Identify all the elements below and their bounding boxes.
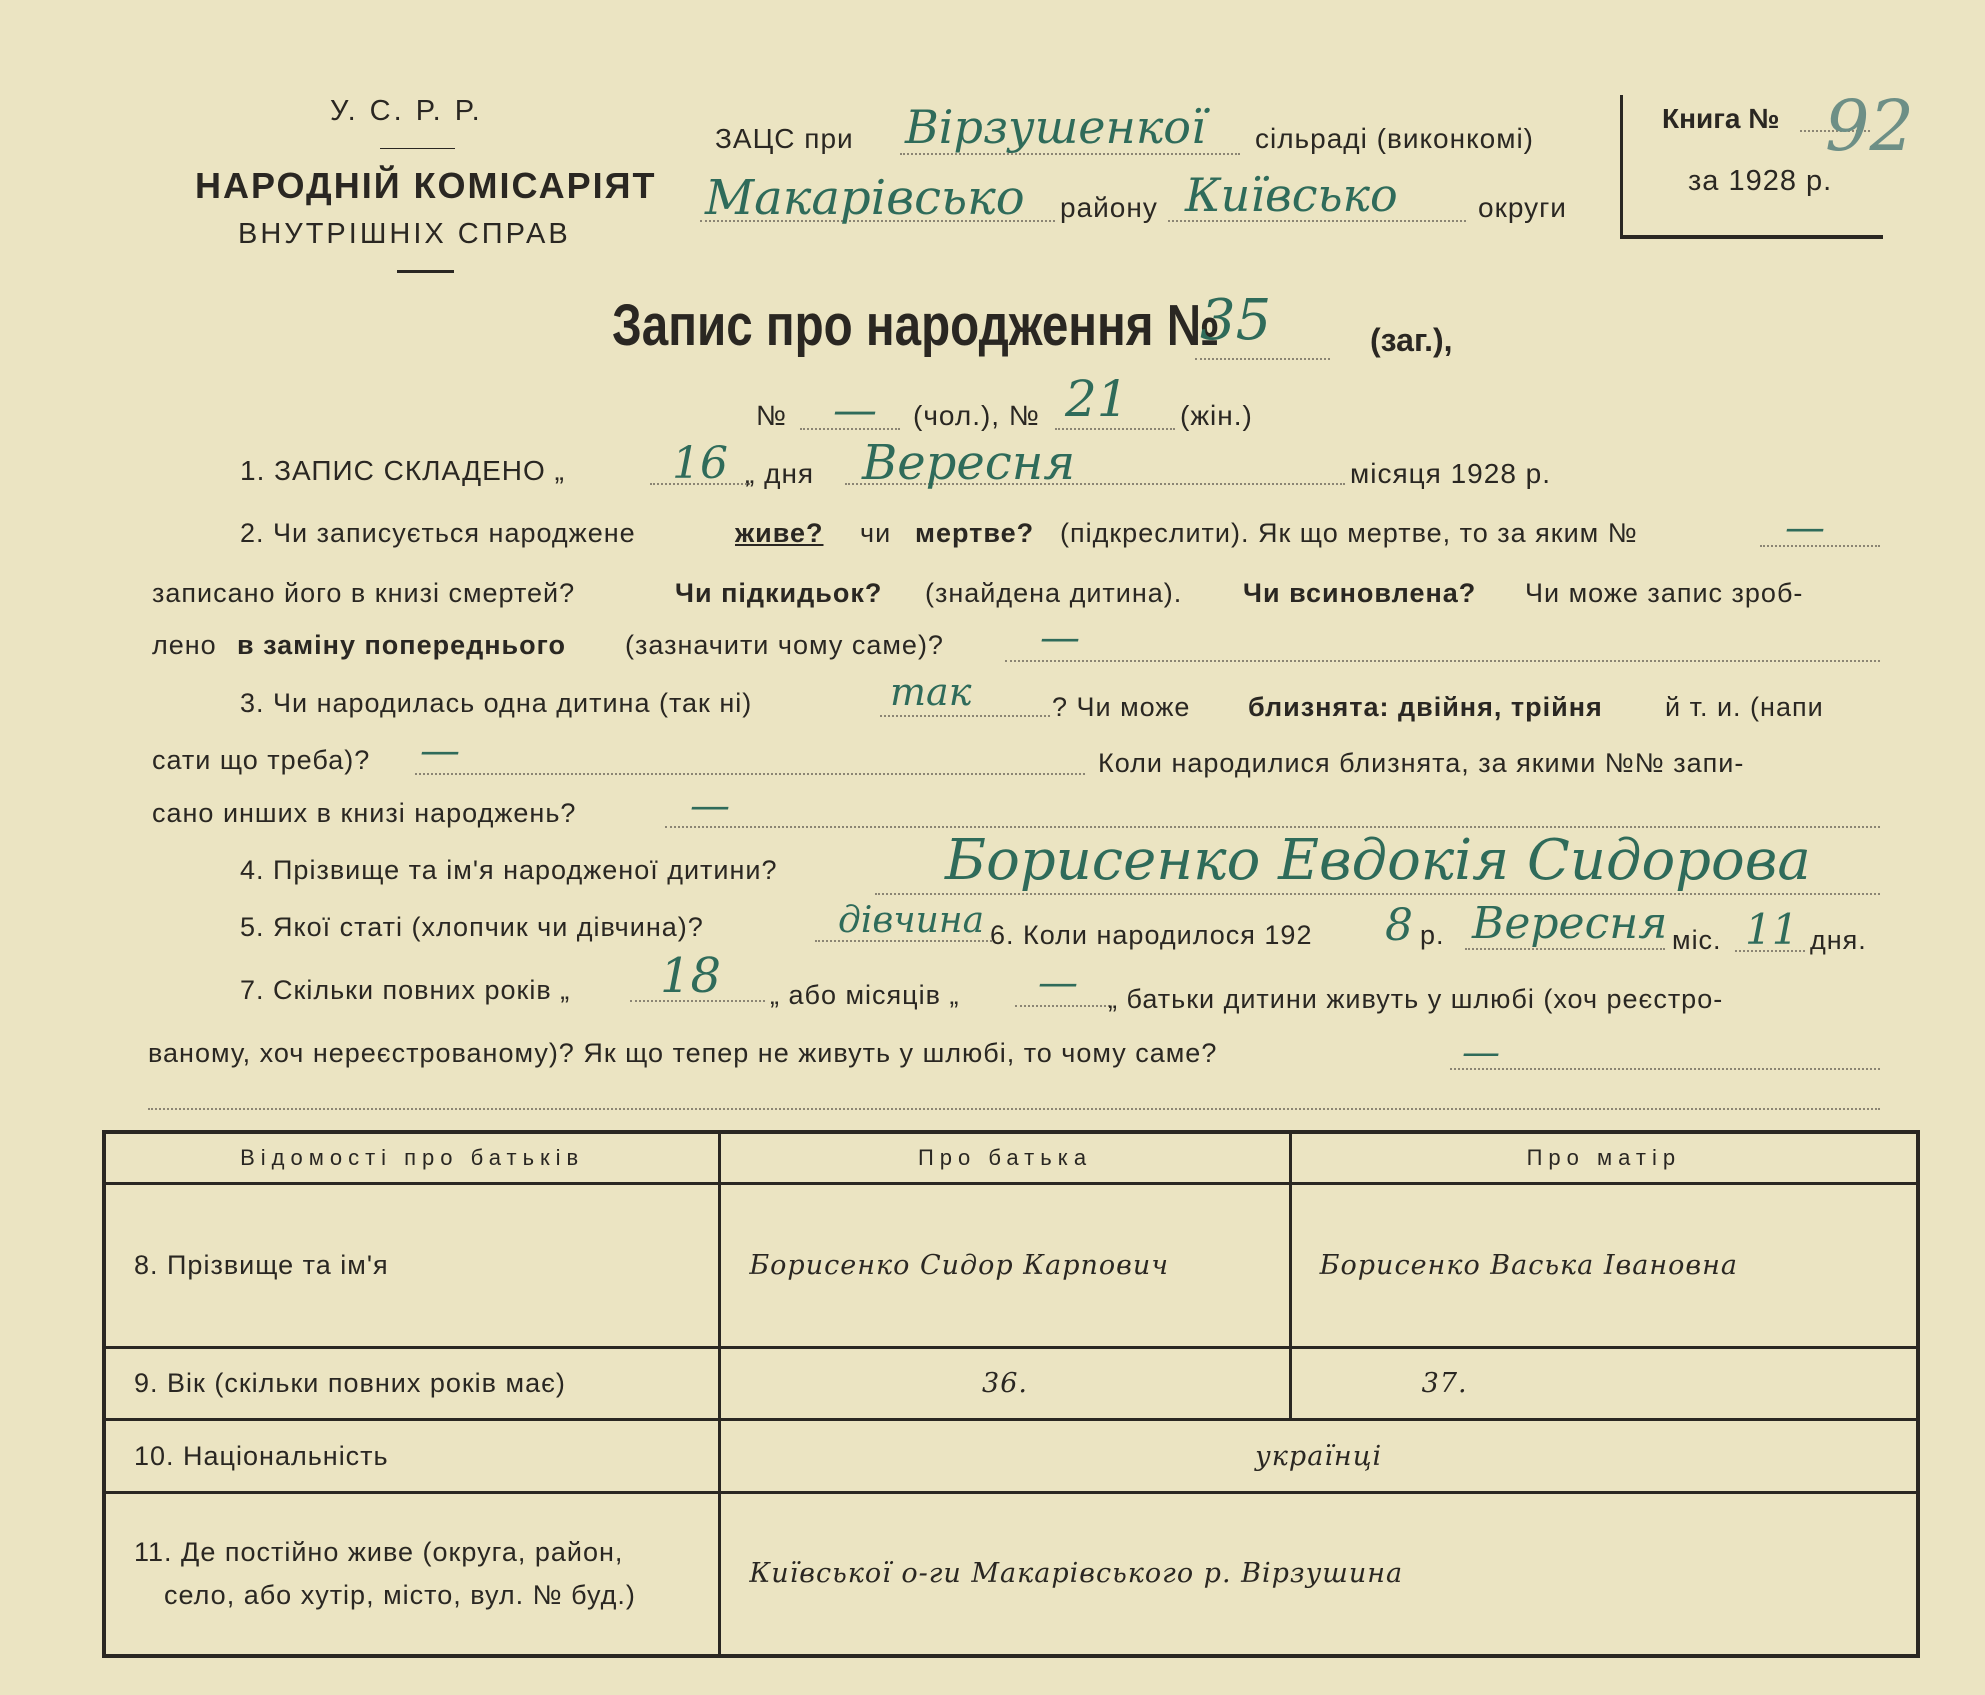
row-label-line2: село, або хутір, місто, вул. № буд.) (164, 1579, 636, 1610)
title-suffix: (заг.), (1370, 322, 1453, 358)
q2-foundling: Чи підкидьок? (675, 578, 883, 608)
q3-line2-a: сати що треба)? (152, 745, 371, 775)
row-label: 10. Національність (104, 1420, 720, 1492)
q3-line3-value: — (690, 783, 730, 829)
book-label: Книга № (1662, 103, 1780, 134)
q2-line3-a: лено (152, 630, 217, 660)
q7-line2-value: — (1462, 1030, 1500, 1074)
row-label: 8. Прізвище та ім'я (104, 1184, 720, 1348)
row-label-residence (104, 1492, 720, 1656)
okrug-label: округи (1478, 192, 1567, 223)
row-label: 9. Вік (скільки повних років має) (104, 1348, 720, 1420)
q7-line2: ваному, хоч нереєстрованому)? Як що тепер не живуть у шлюбі, то чому саме? (148, 1038, 1218, 1068)
table-header-info: Відомості про батьків (104, 1132, 720, 1184)
blank-line (148, 1108, 1880, 1110)
zags-village-value: Вірзушенкої (905, 100, 1206, 154)
q7-years-value: 18 (660, 948, 722, 1004)
ussr-label: У. С. Р. Р. (330, 95, 483, 127)
q3-line2-value: — (420, 728, 460, 774)
num-sign: № (756, 400, 788, 431)
father-name-value: Борисенко Сидор Карпович (720, 1184, 1290, 1348)
divider (380, 148, 455, 149)
q2-number-value: — (1785, 505, 1825, 551)
mother-age-value: 37. (1290, 1348, 1918, 1420)
q2-adopted: Чи всиновлена? (1243, 578, 1477, 608)
row-label-line1: 11. Де постійно живе (округа, район, (134, 1536, 624, 1567)
q1-tail: місяця 1928 р. (1350, 458, 1552, 489)
q6-mis-label: міс. (1672, 925, 1722, 955)
divider (397, 270, 454, 273)
q6-day-value: 11 (1745, 905, 1799, 954)
q1-day-label: „ дня (745, 458, 815, 489)
table-row (104, 1420, 1918, 1492)
parents-table (102, 1130, 1920, 1658)
q4-line (875, 893, 1880, 895)
title-number-line (1195, 358, 1330, 360)
q2-line1-b: (підкреслити). Як що мертве, то за яким № (1060, 518, 1638, 548)
q3-line1-c: й т. и. (напи (1665, 692, 1824, 722)
q2-alive: живе? (735, 518, 824, 548)
table-row (104, 1184, 1918, 1348)
q3-line3-a: сано инших в книзі народжень? (152, 798, 577, 828)
table-header-mother: Про матір (1290, 1132, 1918, 1184)
book-year: за 1928 р. (1688, 165, 1833, 197)
father-age-value: 36. (720, 1348, 1290, 1420)
q4-label: 4. Прізвище та ім'я народженої дитини? (240, 855, 778, 885)
table-header-father: Про батька (720, 1132, 1290, 1184)
q2-dead: мертве? (915, 518, 1035, 548)
q1-month-value: Вересня (862, 435, 1076, 491)
district-label: району (1060, 192, 1158, 223)
zags-suffix: сільраді (виконкомі) (1255, 123, 1534, 154)
q3-line1-b: ? Чи може (1052, 692, 1191, 722)
q7-line1-c: „ батьки дитини живуть у шлюбі (хоч реєстро- (1108, 984, 1724, 1014)
q2-line2-c: Чи може запис зроб- (1525, 578, 1804, 608)
nationality-value: українці (720, 1420, 1918, 1492)
q2-or: чи (860, 518, 892, 548)
q6-month-value: Вересня (1472, 898, 1668, 949)
q6-day-label: дня. (1810, 925, 1867, 955)
okrug-value: Київсько (1185, 168, 1398, 222)
q5-value: дівчина (838, 900, 985, 941)
q3-one-line (880, 715, 1050, 717)
q7-line1-b: „ або місяців „ (770, 980, 960, 1010)
q6-label: 6. Коли народилося 192 (990, 920, 1313, 950)
table-row (104, 1348, 1918, 1420)
q6-year-suffix: р. (1420, 920, 1445, 950)
q2-line1-a: 2. Чи записується народжене (240, 518, 636, 548)
q7-line1-a: 7. Скільки повних років „ (240, 975, 571, 1005)
q3-one-value: так (890, 670, 972, 714)
q4-value: Борисенко Евдокія Сидорова (945, 828, 1811, 893)
q3-line1-a: 3. Чи народилась одна дитина (так ні) (240, 688, 753, 718)
page-title: Запис про народження № (612, 293, 1220, 358)
q1-label: 1. ЗАПИС СКЛАДЕНО „ (240, 455, 565, 486)
q3-line2-line (415, 773, 1085, 775)
q6-year-value: 8 (1385, 900, 1413, 951)
district-value: Макарівсько (705, 170, 1025, 226)
residence-value: Київської о-ги Макарівського р. Вірзушина (720, 1492, 1918, 1656)
book-number-value: 92 (1825, 85, 1915, 167)
male-label: (чол.), № (913, 400, 1040, 431)
commissariat-subtitle: ВНУТРІШНІХ СПРАВ (238, 218, 571, 250)
female-number-line (1055, 428, 1175, 430)
female-number-value: 21 (1065, 370, 1129, 428)
commissariat-title: НАРОДНІЙ КОМІСАРІЯТ (195, 165, 657, 206)
q3-twins: близнята: двійня, трійня (1248, 692, 1603, 722)
mother-name-value: Борисенко Васька Івановна (1290, 1184, 1918, 1348)
q7-months-value: — (1038, 960, 1078, 1006)
q2-line2-b: (знайдена дитина). (925, 578, 1183, 608)
q2-replace: в заміну попереднього (237, 630, 567, 660)
male-number-value: — (833, 385, 877, 436)
table-row (104, 1492, 1918, 1656)
q2-line3-b: (зазначити чому саме)? (625, 630, 944, 660)
q2-line2-a: записано його в книзі смертей? (152, 578, 576, 608)
q5-label: 5. Якої статі (хлопчик чи дівчина)? (240, 912, 704, 942)
q3-line2-b: Коли народилися близнята, за якими №№ запи- (1098, 748, 1745, 778)
zags-prefix: ЗАЦС при (715, 123, 854, 154)
female-label: (жін.) (1180, 400, 1253, 431)
q2-line3-value: — (1040, 615, 1080, 661)
q7-line2-line (1450, 1068, 1880, 1070)
title-number-value: 35 (1200, 288, 1272, 353)
q1-day-value: 16 (672, 438, 728, 489)
q2-line3-line (1005, 660, 1880, 662)
